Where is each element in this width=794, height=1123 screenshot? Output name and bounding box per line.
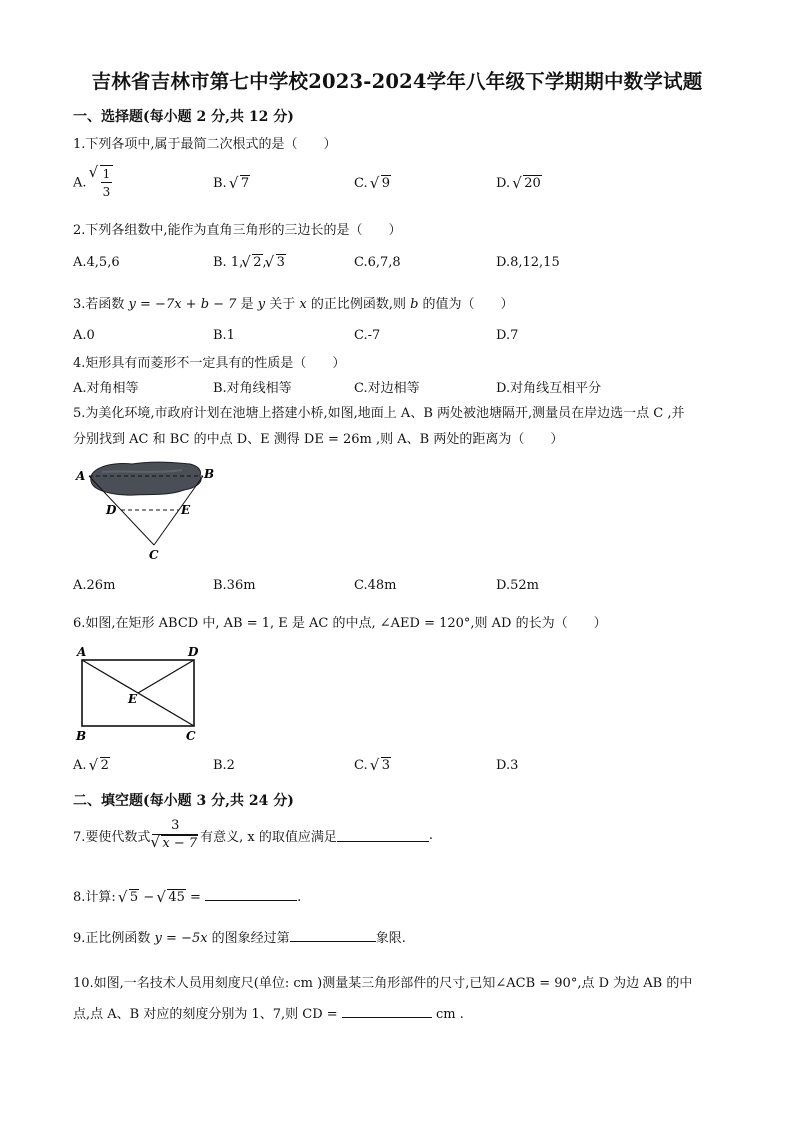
q3-option-b: B.1 — [213, 328, 235, 343]
q5-stem-line2: 分别找到 AC 和 BC 的中点 D、E 测得 DE = 26m ,则 A、B 两处的距离为（ ） — [73, 432, 564, 447]
q10-stem-line2: 点,点 A、B 对应的刻度分别为 1、7,则 CD = cm . — [73, 1007, 464, 1022]
label-D: D — [188, 645, 199, 659]
q1-option-c: C. √ 9 — [354, 176, 391, 191]
q9-stem: 9.正比例函数 y = −5x 的图象经过第 象限. — [73, 931, 406, 946]
label-E: E — [128, 692, 138, 706]
pond-shape — [91, 462, 201, 495]
q7-stem: 7.要使代数式 3 √ x − 7 有意义, x 的取值应满足 . — [73, 818, 433, 853]
q1-option-d: D. √ 20 — [496, 176, 542, 191]
q2-option-b: B. 1,√ 2,√ 3 — [213, 255, 286, 270]
q7-answer-blank[interactable] — [337, 829, 429, 842]
q6-stem: 6.如图,在矩形 ABCD 中, AB = 1, E 是 AC 的中点, ∠AED = 120°,则 AD 的长为（ ） — [73, 616, 607, 631]
q8-stem: 8.计算: √ 5 − √ 45 = . — [73, 886, 301, 905]
label-E: E — [181, 503, 191, 517]
q10-answer-blank[interactable] — [342, 1005, 432, 1018]
q5-option-a: A.26m — [73, 578, 116, 593]
q2-option-c: C.6,7,8 — [354, 255, 401, 270]
q6-rectangle-figure — [72, 644, 212, 744]
q2-option-d: D.8,12,15 — [496, 255, 560, 270]
label-A: A — [76, 469, 86, 483]
q6-option-a: A. √ 2 — [73, 758, 110, 773]
q1-stem: 1.下列各项中,属于最简二次根式的是（ ） — [73, 137, 337, 152]
q3-option-a: A.0 — [73, 328, 95, 343]
q8-answer-blank[interactable] — [205, 888, 297, 901]
q4-stem: 4.矩形具有而菱形不一定具有的性质是（ ） — [73, 356, 346, 371]
q4-option-d: D.对角线互相平分 — [496, 381, 602, 396]
q1-option-b: B. √ 7 — [213, 176, 250, 191]
label-B: B — [76, 729, 87, 743]
label-C: C — [186, 729, 196, 743]
q2-stem: 2.下列各组数中,能作为直角三角形的三边长的是（ ） — [73, 223, 402, 238]
q5-stem-line1: 5.为美化环境,市政府计划在池塘上搭建小桥,如图,地面上 A、B 两处被池塘隔开,测量员在岸边选一点 C ,并 — [73, 406, 685, 421]
label-C: C — [149, 548, 159, 562]
q3-stem: 3.若函数 y = −7x + b − 7 是 y 关于 x 的正比例函数,则 b 的值为（ ） — [73, 297, 514, 312]
q10-stem-line1: 10.如图,一名技术人员用刻度尺(单位: cm )测量某三角形部件的尺寸,已知∠ACB = 90°,点 D 为边 AB 的中 — [73, 976, 693, 991]
q4-option-a: A.对角相等 — [73, 381, 139, 396]
label-A: A — [77, 645, 87, 659]
q3-option-c: C.-7 — [354, 328, 381, 343]
q1-a-sqrt: √ $\frac{1}{3}$ — [91, 165, 114, 201]
q9-answer-blank[interactable] — [290, 929, 376, 942]
q6-option-c: C. √ 3 — [354, 758, 391, 773]
section-fill-heading: 二、填空题(每小题 3 分,共 24 分) — [73, 793, 294, 809]
label-B: B — [204, 467, 215, 481]
page-title: 吉林省吉林市第七中学校2023-2024学年八年级下学期期中数学试题 — [91, 70, 703, 93]
q5-option-c: C.48m — [354, 578, 397, 593]
q5-option-b: B.36m — [213, 578, 256, 593]
q5-option-d: D.52m — [496, 578, 539, 593]
q2-option-a: A.4,5,6 — [73, 255, 120, 270]
q3-option-d: D.7 — [496, 328, 519, 343]
q4-option-c: C.对边相等 — [354, 381, 420, 396]
q1-option-a: A. √ $\frac{1}{3}$ — [73, 165, 113, 201]
q6-option-d: D.3 — [496, 758, 519, 773]
section-choice-heading: 一、选择题(每小题 2 分,共 12 分) — [73, 109, 294, 125]
q5-pond-figure — [72, 458, 222, 568]
q4-option-b: B.对角线相等 — [213, 381, 292, 396]
q6-option-b: B.2 — [213, 758, 235, 773]
label-D: D — [106, 503, 117, 517]
